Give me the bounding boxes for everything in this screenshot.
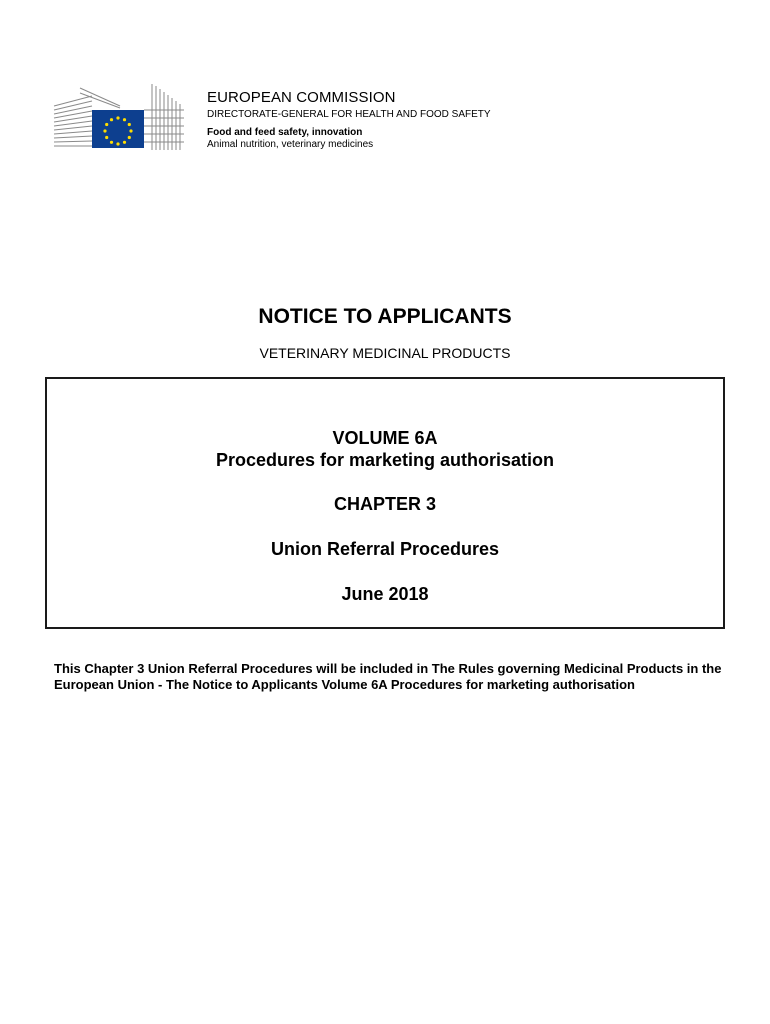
organization-name: EUROPEAN COMMISSION [207,89,396,106]
ec-logo-icon [52,84,186,152]
chapter-label: CHAPTER 3 [333,494,436,514]
eu-flag [92,110,144,148]
inclusion-note: This Chapter 3 Union Referral Procedures will be included in The Rules governing Medicinal Products in the European Union - The Notice to Applicants Volume 6A Procedures for marketing authorisation [54,661,722,692]
publication-date: June 2018 [341,584,429,604]
subunit-name: Animal nutrition, veterinary medicines [207,139,374,150]
volume-box [45,377,725,629]
chapter-title: Union Referral Procedures [270,539,500,559]
european-commission-logo [52,84,186,152]
header-block [207,89,747,151]
document-subtitle: VETERINARY MEDICINAL PRODUCTS [259,345,511,361]
unit-name: Food and feed safety, innovation [207,127,363,138]
directorate-name: DIRECTORATE-GENERAL FOR HEALTH AND FOOD SAFETY [207,109,491,120]
volume-title: Procedures for marketing authorisation [215,450,555,470]
volume-label: VOLUME 6A [332,428,438,448]
document-title: NOTICE TO APPLICANTS [258,305,512,328]
